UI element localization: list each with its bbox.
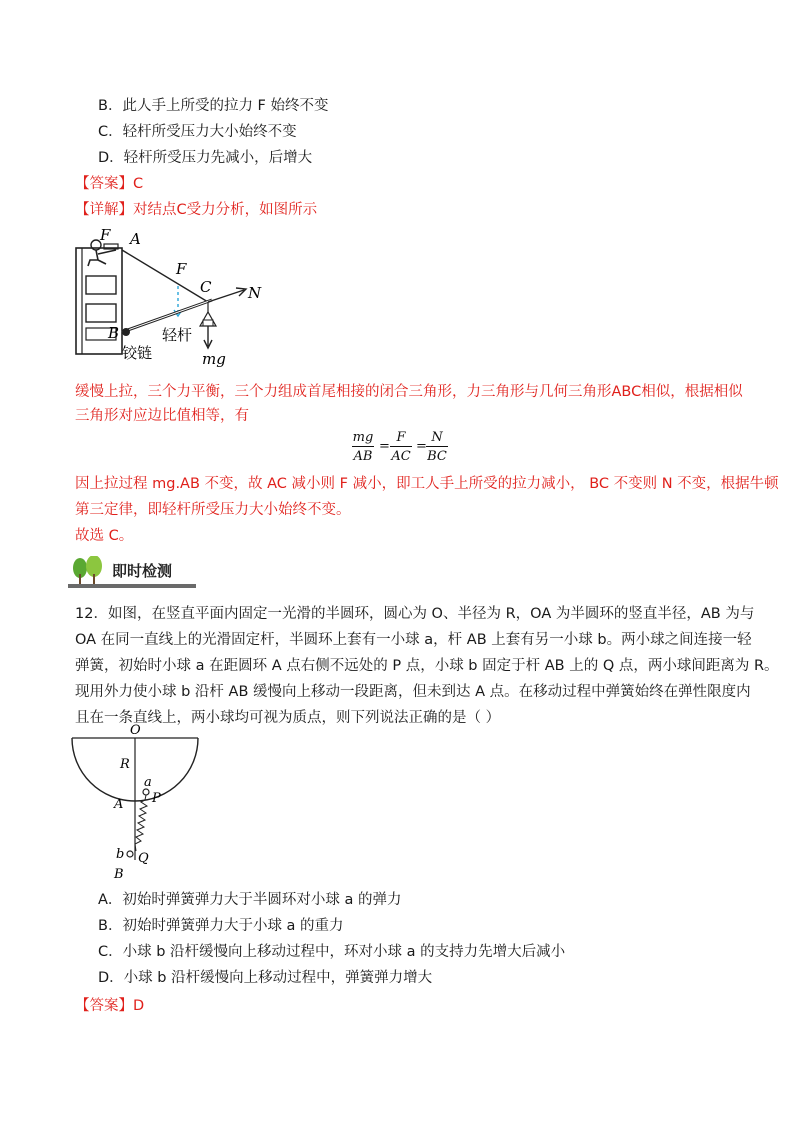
detail-conclusion: 故选 C。 [75, 528, 134, 544]
fig1-label-C: C [200, 278, 212, 296]
q12-line5: 且在一条直线上，两小球均可视为质点，则下列说法正确的是（ ） [75, 710, 501, 726]
detail-p1-line2: 三角形对应边比值相等，有 [75, 408, 249, 424]
formula-num-2: F [396, 430, 406, 445]
detail-p2-line2: 第三定律，即轻杆所受压力大小始终不变。 [75, 502, 351, 518]
q12-option-c: C．小球 b 沿杆缓慢向上移动过程中，环对小球 a 的支持力先增大后减小 [98, 944, 566, 960]
fig2-label-Q: Q [138, 851, 149, 866]
fig2-label-B: B [114, 867, 124, 882]
option-b: B．此人手上所受的拉力 F 始终不变 [98, 98, 329, 114]
fig1-label-B: B [108, 324, 120, 342]
q12-line1: 12．如图，在竖直平面内固定一光滑的半圆环，圆心为 O、半径为 R，OA 为半圆环的竖直半径，AB 为与 [75, 606, 755, 622]
answer-1: 【答案】C [75, 176, 144, 192]
option-c: C．轻杆所受压力大小始终不变 [98, 124, 297, 140]
detail-p1-line1: 缓慢上拉，三个力平衡，三个力组成首尾相接的闭合三角形，力三角形与几何三角形ABC相似，根据相似 [75, 384, 743, 400]
force-diagram [72, 226, 272, 372]
formula-eq-1: = [379, 439, 390, 454]
formula-num-3: N [431, 430, 443, 445]
fig1-label-rod: 轻杆 [162, 326, 193, 344]
q12-option-b: B．初始时弹簧弹力大于小球 a 的重力 [98, 918, 344, 934]
formula-num-1: mg [352, 430, 374, 445]
option-d: D．轻杆所受压力先减小，后增大 [98, 150, 313, 166]
fig1-label-A: A [130, 230, 141, 248]
formula-den-3: BC [427, 449, 447, 464]
q12-line3: 弹簧，初始时小球 a 在距圆环 A 点右侧不远处的 P 点，小球 b 固定于杆 AB 上的 Q 点，两小球间距离为 R。 [75, 658, 779, 674]
formula-den-1: AB [353, 449, 373, 464]
banner-title: 即时检测 [112, 562, 173, 580]
q12-option-a: A．初始时弹簧弹力大于半圆环对小球 a 的弹力 [98, 892, 402, 908]
fig2-label-b: b [116, 847, 125, 862]
detail-p2-line1: 因上拉过程 mg.AB 不变，故 AC 减小则 F 减小，即工人手上所受的拉力减小， BC 不变则 N 不变，根据牛顿 [75, 476, 779, 492]
section-banner [68, 556, 196, 590]
answer-2: 【答案】D [75, 998, 145, 1014]
fig1-label-hinge: 铰链 [122, 344, 153, 362]
ring-spring-diagram [68, 722, 208, 882]
fig2-label-P: P [152, 791, 161, 806]
fig1-label-F-top: F [100, 226, 111, 244]
q12-line4: 现用外力使小球 b 沿杆 AB 缓慢向上移动一段距离，但未到达 A 点。在移动过程中弹簧始终在弹性限度内 [75, 684, 751, 700]
fig1-label-mg: mg [202, 350, 226, 368]
detail-heading: 【详解】对结点C受力分析，如图所示 [75, 202, 318, 218]
fig2-label-a: a [144, 775, 152, 790]
fig2-label-A: A [114, 797, 124, 812]
fig2-label-R: R [120, 757, 130, 772]
q12-line2: OA 在同一直线上的光滑固定杆，半圆环上套有一小球 a，杆 AB 上套有另一小球 b。两小球之间连接一轻 [75, 632, 752, 648]
q12-option-d: D．小球 b 沿杆缓慢向上移动过程中，弹簧弹力增大 [98, 970, 433, 986]
formula-den-2: AC [391, 449, 411, 464]
fig2-label-O: O [130, 723, 141, 738]
formula-eq-2: = [416, 439, 427, 454]
fig1-label-N: N [248, 284, 262, 302]
fig1-label-F: F [176, 260, 187, 278]
